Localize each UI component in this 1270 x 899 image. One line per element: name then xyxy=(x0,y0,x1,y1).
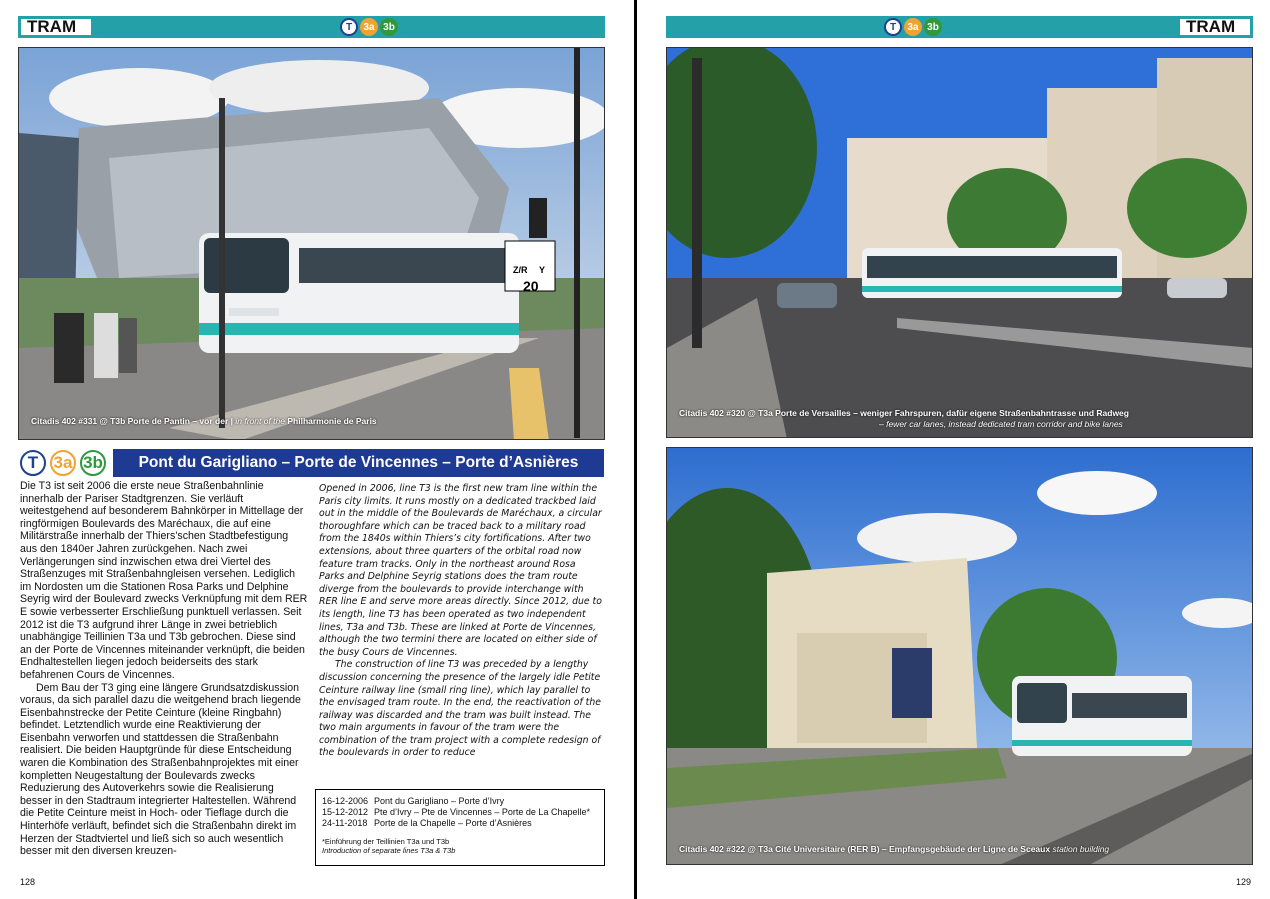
timeline-date: 24-11-2018 xyxy=(322,818,368,828)
line-3a-icon: 3a xyxy=(360,18,378,36)
line-3b-icon: 3b xyxy=(380,18,398,36)
tram-t-icon: T xyxy=(20,450,46,476)
line-3b-icon: 3b xyxy=(924,18,942,36)
timeline-note-de: *Einführung der Teillinien T3a und T3b xyxy=(322,837,450,846)
timeline-row xyxy=(322,818,598,829)
timeline-row xyxy=(322,796,598,807)
timeline-note-en: Introduction of separate lines T3a & T3b xyxy=(322,846,456,855)
photo-caption-philharmonie xyxy=(31,416,377,427)
paragraph-de-2: Dem Bau der T3 ging eine längere Grundsatzdiskussion voraus, da sich parallel dazu die weitgehend brach liegende Eisenbahnstrecke der Petite Ceinture (kleine Ringbahn) befindet. Letztendlich wurde eine Reaktivierung der Eisenbahn verworfen und stattdessen die Straßenbahn realisiert. Die beiden Hauptgründe für diese Entscheidung waren die Kombination des Straßenbahnprojektes mit einer kompletten Neugestaltung der Boulevards zwecks Reduzierung des Autoverkehrs sowie die Realisierung besser in den Stadtraum integrierter Haltestellen. Während die Petite Ceinture meist in Hoch- oder Tieflage durch die Hinterhöfe verläuft, befindet sich die Straßenbahn direkt im Herzen der Stadtviertel und ließ sich so auch wesentlich besser mit den diversen kreuzen- xyxy=(20,681,301,858)
photo-cite-universitaire xyxy=(666,447,1253,865)
tram-sign-zr: Z/R xyxy=(513,265,528,275)
line-badges xyxy=(340,18,398,36)
text-column-german xyxy=(20,480,308,858)
section-tab: TRAM xyxy=(18,16,94,38)
caption-bold-end: Philharmonie de Paris xyxy=(287,416,377,426)
text-column-english xyxy=(319,483,603,760)
line-3a-icon: 3a xyxy=(50,450,76,476)
paragraph-de-1: Die T3 ist seit 2006 die erste neue Straßenbahnlinie innerhalb der Pariser Stadtgrenzen. Sie verläuft weitestgehend auf besonderem Bahnkörper in Mittellage der ringförmigen Boulevards des Maréchaux, die auf eine Militärstraße innerhalb der Thiers’schen Stadtbefestigung aus den 1840er Jahren zurückgehen. Nach zwei Verlängerungen sind inzwischen etwa drei Viertel des Straßenzuges mit Straßenbahngleisen versehen. Lediglich im Nordosten um die Stationen Rosa Parks und Delphine Seyrig wird der Boulevard zwecks Verknüpfung mit dem RER E sowie verbesserter Erschließung punktuell verlassen. Seit 2012 ist die T3 aufgrund ihrer Länge in zwei betrieblich unabhängige Teillinien T3a und T3b gebrochen. Diese sind an der Porte de Vincennes miteinander verknüpft, die beiden Endhaltestellen liegen jedoch beiderseits des stark befahrenen Cours de Vincennes. xyxy=(20,480,308,681)
photo-philharmonie xyxy=(18,47,605,440)
photo-caption-cite-universitaire xyxy=(679,844,1109,855)
article-title: Pont du Garigliano – Porte de Vincennes – Porte d’Asnières xyxy=(113,449,604,477)
timeline-date: 15-12-2012 xyxy=(322,807,369,817)
caption-bold: Citadis 402 #331 @ T3b Porte de Pantin – vor der | xyxy=(31,416,233,426)
opening-timeline-box xyxy=(315,789,605,866)
caption-italic: station building xyxy=(1052,844,1110,854)
caption-italic: – fewer car lanes, instead dedicated tram corridor and bike lanes xyxy=(879,419,1123,429)
timeline-row xyxy=(322,807,598,818)
tram-t-icon: T xyxy=(884,18,902,36)
timeline-text: Pont du Garigliano – Porte d’Ivry xyxy=(374,796,505,806)
line-3b-icon: 3b xyxy=(80,450,106,476)
section-tab: TRAM xyxy=(1177,16,1253,38)
page-number-left: 128 xyxy=(20,877,36,887)
page-number-right: 129 xyxy=(1236,877,1252,887)
photo-porte-de-versailles xyxy=(666,47,1253,438)
timeline-date: 16-12-2006 xyxy=(322,796,369,806)
section-header-bar xyxy=(666,16,1253,38)
timeline-text: Porte de la Chapelle – Porte d’Asnières xyxy=(374,818,532,828)
paragraph-en-1: Opened in 2006, line T3 is the first new tram line within the Paris city limits. It runs mostly on a dedicated trackbed laid out in the middle of the Boulevards de Maréchaux, a circular thoroughfare which can be traced back to a military road from the 1840s within Thiers’s city fortifications. After two extensions, about three quarters of the orbital road now feature tram tracks. Only in the northeast around Rosa Parks and Delphine Seyrig stations does the tram route diverge from the boulevards to provide interchange with RER line E and serve more areas directly. Since 2012, due to its length, line T3 has been operated as two independent lines, T3a and T3b. These are linked at Porte de Vincennes, although the two termini there are located on either side of the busy Cours de Vincennes. xyxy=(319,483,602,658)
caption-bold: Citadis 402 #322 @ T3a Cité Universitaire (RER B) – Empfangsgebäude der Ligne de Sceaux xyxy=(679,844,1051,854)
line-badges xyxy=(884,18,942,36)
tram-sign-speed: 20 xyxy=(523,278,539,294)
caption-italic: in front of the xyxy=(235,416,285,426)
paragraph-en-2: The construction of line T3 was preceded by a lengthy discussion concerning the presence of the largely idle Petite Ceinture railway line (small ring line), which lay parallel to the envisaged tram route. In the end, the reactivation of the railway was discarded and the tram was built instead. The two main arguments in favour of the tram were the combination of the tram project with a complete redesign of the boulevards in order to reduce xyxy=(319,659,601,759)
right-page xyxy=(636,0,1270,899)
timeline-text: Pte d’Ivry – Pte de Vincennes – Porte de La Chapelle* xyxy=(374,807,590,817)
section-header-bar xyxy=(18,16,605,38)
photo-caption-versailles xyxy=(679,408,1129,430)
tram-t-icon: T xyxy=(340,18,358,36)
caption-bold: Citadis 402 #320 @ T3a Porte de Versailles – weniger Fahrspuren, dafür eigene Straßenbahntrasse und Radweg xyxy=(679,408,1129,418)
line-3a-icon: 3a xyxy=(904,18,922,36)
tram-sign-y: Y xyxy=(539,265,546,275)
article-title-row xyxy=(18,449,604,477)
timeline-footnote xyxy=(322,837,598,855)
